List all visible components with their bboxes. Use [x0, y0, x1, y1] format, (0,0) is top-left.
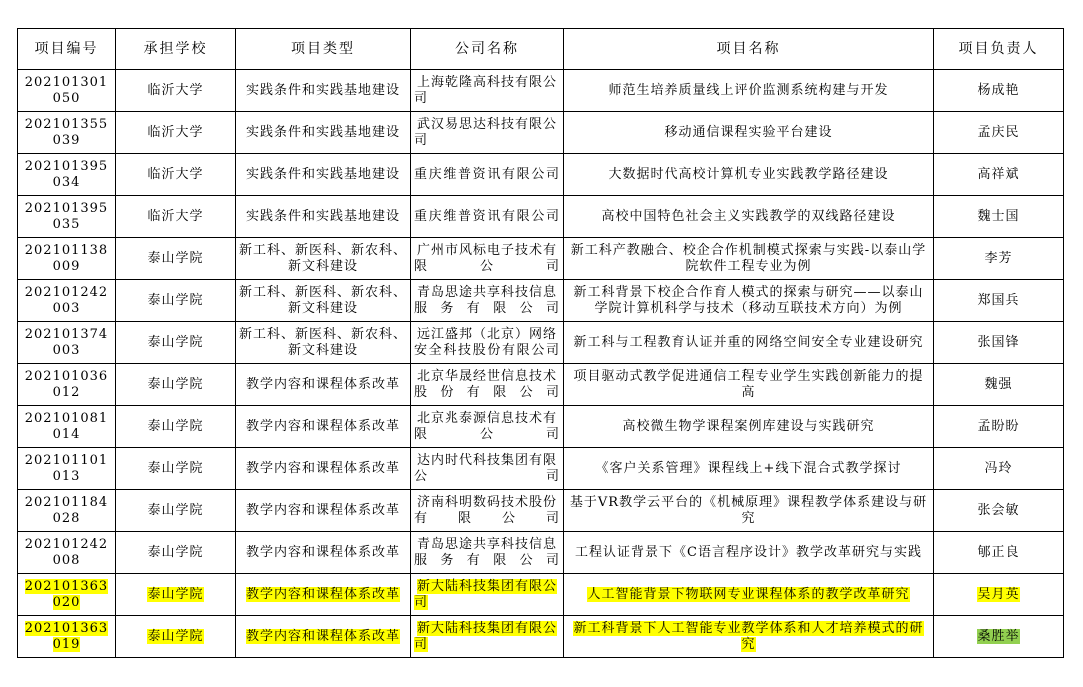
cell-project-type — [236, 322, 411, 364]
header-school: 承担学校 — [116, 29, 236, 70]
header-project-type: 项目类型 — [236, 29, 411, 70]
cell-project-type-text: 教学内容和课程体系改革 — [245, 502, 400, 518]
cell-project-id-text: 202101374003 — [24, 326, 109, 358]
cell-company — [411, 238, 564, 280]
cell-project-id — [18, 616, 116, 658]
table-row — [18, 490, 1064, 532]
cell-project-type-text: 教学内容和课程体系改革 — [245, 376, 400, 392]
cell-school-text: 泰山学院 — [147, 418, 204, 434]
cell-leader-text: 吴月英 — [977, 586, 1020, 602]
cell-school-text: 泰山学院 — [147, 460, 204, 476]
header-row — [18, 29, 1064, 70]
cell-company-text: 北京华晟经世信息技术股份有限公司 — [414, 368, 560, 400]
cell-project-name — [564, 280, 934, 322]
cell-leader-text: 张会敏 — [977, 502, 1020, 518]
table-row — [18, 616, 1064, 658]
cell-project-name — [564, 154, 934, 196]
cell-leader-text: 郑国兵 — [977, 292, 1020, 308]
cell-project-id-text: 202101301050 — [24, 74, 109, 106]
cell-project-id-text: 202101395034 — [24, 158, 109, 190]
cell-leader — [934, 196, 1064, 238]
cell-leader — [934, 532, 1064, 574]
cell-school — [116, 490, 236, 532]
cell-school-text: 泰山学院 — [147, 586, 204, 602]
cell-project-id-text: 202101363019 — [24, 620, 109, 652]
cell-leader — [934, 364, 1064, 406]
cell-project-type-text: 实践条件和实践基地建设 — [245, 166, 400, 182]
cell-project-type-text: 教学内容和课程体系改革 — [245, 418, 400, 434]
table-row — [18, 238, 1064, 280]
cell-school-text: 泰山学院 — [147, 292, 204, 308]
cell-project-id-text: 202101395035 — [24, 200, 109, 232]
cell-project-name — [564, 322, 934, 364]
table-row — [18, 196, 1064, 238]
cell-project-id-text: 202101242008 — [24, 536, 109, 568]
cell-leader-text: 孟盼盼 — [977, 418, 1020, 434]
cell-project-id-text: 202101242003 — [24, 284, 109, 316]
cell-project-type — [236, 364, 411, 406]
cell-leader — [934, 154, 1064, 196]
cell-project-name-text: 高校中国特色社会主义实践教学的双线路径建设 — [601, 208, 896, 224]
table-row — [18, 406, 1064, 448]
cell-company — [411, 574, 564, 616]
cell-company-text: 济南科明数码技术股份有限公司 — [414, 494, 560, 526]
cell-project-name-text: 新工科背景下人工智能专业教学体系和人才培养模式的研究 — [573, 620, 924, 652]
cell-leader-text: 高祥斌 — [977, 166, 1020, 182]
cell-project-type-text: 教学内容和课程体系改革 — [245, 586, 400, 602]
cell-project-type-text: 实践条件和实践基地建设 — [245, 82, 400, 98]
cell-project-name-text: 新工科背景下校企合作育人模式的探索与研究——以泰山学院计算机科学与技术（移动互联技术方向）为例 — [573, 284, 924, 316]
table-row — [18, 448, 1064, 490]
cell-project-type — [236, 280, 411, 322]
cell-school-text: 泰山学院 — [147, 544, 204, 560]
cell-project-id — [18, 196, 116, 238]
cell-project-id-text: 202101138009 — [24, 242, 109, 274]
cell-company — [411, 280, 564, 322]
cell-project-name-text: 基于VR教学云平台的《机械原理》课程教学体系建设与研究 — [569, 494, 928, 526]
cell-project-id-text: 202101081014 — [24, 410, 109, 442]
cell-school — [116, 406, 236, 448]
cell-project-name-text: 师范生培养质量线上评价监测系统构建与开发 — [608, 82, 889, 98]
cell-leader-text: 魏士国 — [977, 208, 1020, 224]
table-row — [18, 70, 1064, 112]
cell-leader-text: 桑胜举 — [977, 628, 1020, 644]
cell-leader — [934, 616, 1064, 658]
cell-company-text: 重庆维普资讯有限公司 — [414, 208, 560, 224]
cell-leader — [934, 70, 1064, 112]
cell-project-type — [236, 532, 411, 574]
cell-project-name-text: 新工科与工程教育认证并重的网络空间安全专业建设研究 — [573, 334, 924, 350]
cell-school-text: 泰山学院 — [147, 628, 204, 644]
cell-school — [116, 448, 236, 490]
cell-project-name-text: 项目驱动式教学促进通信工程专业学生实践创新能力的提高 — [573, 368, 924, 400]
cell-project-type-text: 教学内容和课程体系改革 — [245, 460, 400, 476]
cell-company-text: 远江盛邦（北京）网络安全科技股份有限公司 — [414, 326, 560, 358]
cell-leader — [934, 322, 1064, 364]
cell-leader — [934, 448, 1064, 490]
cell-leader-text: 杨成艳 — [977, 82, 1020, 98]
cell-school — [116, 616, 236, 658]
cell-project-type — [236, 574, 411, 616]
cell-project-name — [564, 406, 934, 448]
cell-company — [411, 448, 564, 490]
cell-leader-text: 冯玲 — [984, 460, 1013, 476]
cell-company — [411, 70, 564, 112]
cell-school-text: 临沂大学 — [147, 166, 204, 182]
cell-leader-text: 孟庆民 — [977, 124, 1020, 140]
cell-leader-text: 魏强 — [984, 376, 1013, 392]
cell-company — [411, 196, 564, 238]
cell-company-text: 北京兆泰源信息技术有限公司 — [414, 410, 560, 442]
cell-project-id — [18, 238, 116, 280]
cell-leader — [934, 238, 1064, 280]
cell-project-id-text: 202101101013 — [24, 452, 109, 484]
cell-project-name — [564, 616, 934, 658]
cell-project-id — [18, 448, 116, 490]
cell-school — [116, 364, 236, 406]
cell-project-type-text: 新工科、新医科、新农科、新文科建设 — [239, 242, 408, 274]
cell-project-type — [236, 448, 411, 490]
cell-project-name — [564, 196, 934, 238]
cell-project-id — [18, 154, 116, 196]
cell-project-type — [236, 490, 411, 532]
cell-company — [411, 616, 564, 658]
header-leader: 项目负责人 — [934, 29, 1064, 70]
cell-school — [116, 238, 236, 280]
cell-project-name — [564, 448, 934, 490]
cell-project-id — [18, 490, 116, 532]
header-project-name: 项目名称 — [564, 29, 934, 70]
table-row — [18, 154, 1064, 196]
cell-project-type — [236, 406, 411, 448]
cell-school — [116, 70, 236, 112]
cell-leader — [934, 280, 1064, 322]
cell-project-type-text: 新工科、新医科、新农科、新文科建设 — [239, 284, 408, 316]
cell-project-type — [236, 196, 411, 238]
cell-project-name — [564, 532, 934, 574]
cell-school-text: 临沂大学 — [147, 82, 204, 98]
cell-project-name — [564, 490, 934, 532]
cell-school — [116, 280, 236, 322]
cell-company — [411, 322, 564, 364]
table-row — [18, 364, 1064, 406]
cell-company-text: 重庆维普资讯有限公司 — [414, 166, 560, 182]
cell-school-text: 泰山学院 — [147, 250, 204, 266]
cell-project-type — [236, 112, 411, 154]
cell-company-text: 青岛思途共享科技信息服务有限公司 — [414, 536, 560, 568]
table-row — [18, 532, 1064, 574]
cell-project-id-text: 202101036012 — [24, 368, 109, 400]
cell-project-type — [236, 238, 411, 280]
cell-project-name — [564, 574, 934, 616]
cell-project-type — [236, 70, 411, 112]
cell-project-name-text: 新工科产教融合、校企合作机制模式探索与实践-以泰山学院软件工程专业为例 — [570, 242, 927, 274]
cell-leader-text: 李芳 — [984, 250, 1013, 266]
cell-school — [116, 574, 236, 616]
cell-school-text: 泰山学院 — [147, 376, 204, 392]
header-project-id: 项目编号 — [18, 29, 116, 70]
cell-project-id — [18, 112, 116, 154]
cell-company-text: 武汉易思达科技有限公司 — [414, 116, 557, 148]
cell-school — [116, 196, 236, 238]
cell-leader-text: 张国锋 — [977, 334, 1020, 350]
cell-company — [411, 490, 564, 532]
header-company: 公司名称 — [411, 29, 564, 70]
cell-school — [116, 322, 236, 364]
cell-project-type-text: 教学内容和课程体系改革 — [245, 628, 400, 644]
cell-project-name-text: 大数据时代高校计算机专业实践教学路径建设 — [608, 166, 889, 182]
cell-project-id-text: 202101184028 — [24, 494, 109, 526]
cell-company — [411, 532, 564, 574]
cell-company — [411, 364, 564, 406]
cell-company-text: 青岛思途共享科技信息服务有限公司 — [414, 284, 560, 316]
cell-school-text: 泰山学院 — [147, 334, 204, 350]
cell-project-type — [236, 616, 411, 658]
cell-project-id — [18, 322, 116, 364]
cell-project-type-text: 新工科、新医科、新农科、新文科建设 — [239, 326, 408, 358]
cell-project-id — [18, 406, 116, 448]
cell-company — [411, 154, 564, 196]
table-row — [18, 112, 1064, 154]
cell-school — [116, 154, 236, 196]
cell-school-text: 临沂大学 — [147, 124, 204, 140]
cell-school — [116, 532, 236, 574]
cell-project-type-text: 教学内容和课程体系改革 — [245, 544, 400, 560]
cell-leader — [934, 406, 1064, 448]
cell-project-id-text: 202101363020 — [24, 578, 109, 610]
cell-project-name — [564, 112, 934, 154]
cell-school — [116, 112, 236, 154]
cell-project-name-text: 高校微生物学课程案例库建设与实践研究 — [622, 418, 875, 434]
cell-project-type-text: 实践条件和实践基地建设 — [245, 208, 400, 224]
cell-company-text: 新大陆科技集团有限公司 — [414, 578, 557, 610]
cell-school-text: 泰山学院 — [147, 502, 204, 518]
cell-project-id-text: 202101355039 — [24, 116, 109, 148]
cell-project-name-text: 人工智能背景下物联网专业课程体系的教学改革研究 — [587, 586, 910, 602]
cell-project-name — [564, 238, 934, 280]
cell-company — [411, 406, 564, 448]
cell-leader-text: 郇正良 — [977, 544, 1020, 560]
cell-project-name — [564, 364, 934, 406]
cell-company-text: 上海乾隆高科技有限公司 — [414, 74, 557, 106]
table-row — [18, 574, 1064, 616]
projects-table — [17, 28, 1064, 658]
table-row — [18, 280, 1064, 322]
cell-project-type — [236, 154, 411, 196]
cell-project-id — [18, 70, 116, 112]
cell-company — [411, 112, 564, 154]
cell-project-id — [18, 280, 116, 322]
cell-project-name-text: 《客户关系管理》课程线上+线下混合式教学探讨 — [595, 460, 902, 476]
cell-project-name — [564, 70, 934, 112]
cell-project-name-text: 移动通信课程实验平台建设 — [664, 124, 833, 140]
cell-project-name-text: 工程认证背景下《C语言程序设计》教学改革研究与实践 — [575, 544, 922, 560]
cell-company-text: 达内时代科技集团有限公司 — [414, 452, 560, 484]
cell-project-id — [18, 574, 116, 616]
cell-project-type-text: 实践条件和实践基地建设 — [245, 124, 400, 140]
cell-leader — [934, 112, 1064, 154]
cell-leader — [934, 574, 1064, 616]
cell-leader — [934, 490, 1064, 532]
cell-project-id — [18, 532, 116, 574]
cell-school-text: 临沂大学 — [147, 208, 204, 224]
cell-company-text: 新大陆科技集团有限公司 — [414, 620, 557, 652]
cell-company-text: 广州市风标电子技术有限公司 — [414, 242, 560, 274]
table-row — [18, 322, 1064, 364]
cell-project-id — [18, 364, 116, 406]
